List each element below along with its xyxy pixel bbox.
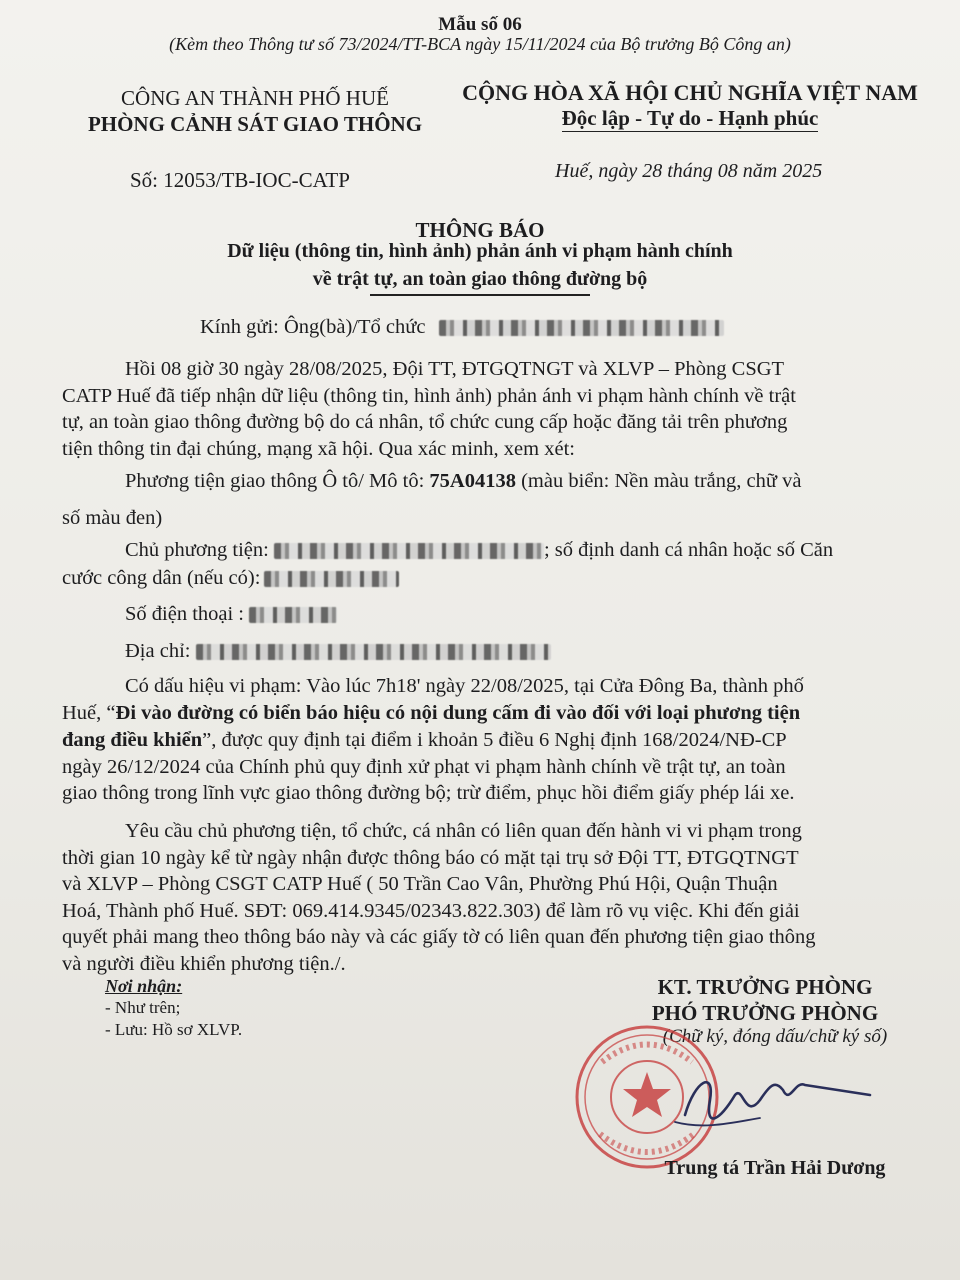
document-title: THÔNG BÁO: [415, 218, 545, 242]
signer-name: Trung tá Trần Hải Dương: [664, 1157, 886, 1179]
recipient-item: - Lưu: Hồ sơ XLVP.: [105, 1020, 243, 1039]
recipients-heading: Nơi nhận:: [105, 976, 183, 996]
redacted-owner: [274, 543, 544, 559]
paragraph-1-line-1: Hồi 08 giờ 30 ngày 28/08/2025, Đội TT, ĐTGQTNGT và XLVP – Phòng CSGT: [125, 358, 785, 380]
form-reference: (Kèm theo Thông tư số 73/2024/TT-BCA ngày 15/11/2024 của Bộ trưởng Bộ Công an): [169, 34, 791, 54]
signature-note: (Chữ ký, đóng dấu/chữ ký số): [662, 1026, 888, 1047]
redacted-recipient: [439, 320, 724, 336]
request-line-4: Hoá, Thành phố Huế. SĐT: 069.414.9345/02343.822.303) để làm rõ vụ việc. Khi đến giải: [62, 900, 800, 922]
vehicle-line-2: số màu đen): [62, 507, 163, 529]
address-line: Địa chỉ:: [125, 638, 551, 665]
owner-line: Chủ phương tiện: ; số định danh cá nhân hoặc số Căn: [125, 539, 834, 561]
form-number: Mẫu số 06: [438, 14, 522, 35]
violation-line-2: Huế, “Đi vào đường có biển báo hiệu có nội dung cấm đi vào đối với loại phương tiện: [62, 702, 801, 724]
violation-line-3: đang điều khiển”, được quy định tại điểm i khoản 5 điều 6 Nghị định 168/2024/NĐ-CP: [62, 729, 787, 751]
document-date: Huế, ngày 28 tháng 08 năm 2025: [555, 160, 823, 182]
redacted-address: [196, 644, 551, 660]
document-subtitle-1: Dữ liệu (thông tin, hình ảnh) phản ánh vi phạm hành chính: [227, 240, 733, 262]
request-line-5: quyết phải mang theo thông báo này và các giấy tờ có liên quan đến phương tiện giao thông: [62, 926, 816, 948]
national-title: CỘNG HÒA XÃ HỘI CHỦ NGHĨA VIỆT NAM: [462, 80, 918, 105]
redacted-phone: [249, 607, 337, 623]
recipient-item: - Như trên;: [105, 998, 181, 1017]
document-subtitle-2: về trật tự, an toàn giao thông đường bộ: [312, 268, 648, 290]
signer-position: PHÓ TRƯỞNG PHÒNG: [651, 1001, 879, 1025]
violation-line-5: giao thông trong lĩnh vực giao thông đường bộ; trừ điểm, phục hồi điểm giấy phép lái xe.: [62, 782, 795, 804]
agency-line-1: CÔNG AN THÀNH PHỐ HUẾ: [121, 86, 389, 110]
request-line-3: và XLVP – Phòng CSGT CATP Huế ( 50 Trần Cao Vân, Phường Phú Hội, Quận Thuận: [62, 873, 778, 895]
agency-line-2: PHÒNG CẢNH SÁT GIAO THÔNG: [87, 112, 423, 136]
recipient-line: [200, 314, 724, 341]
license-plate: 75A04138: [429, 470, 516, 492]
document-number: Số: 12053/TB-IOC-CATP: [130, 168, 350, 192]
handwritten-signature: [665, 1060, 885, 1150]
subtitle-underline: [370, 294, 590, 296]
national-motto: Độc lập - Tự do - Hạnh phúc: [561, 106, 819, 130]
request-line-1: Yêu cầu chủ phương tiện, tổ chức, cá nhân có liên quan đến hành vi vi phạm trong: [125, 820, 802, 842]
redacted-id: [264, 571, 399, 587]
paragraph-1-line-3: tự, an toàn giao thông đường bộ do cá nhân, tổ chức cung cấp hoặc đăng tải trên phương: [62, 411, 788, 433]
violation-line-4: ngày 26/12/2024 của Chính phủ quy định xử phạt vi phạm hành chính về trật tự, an toàn: [62, 756, 786, 778]
recipient-label: Kính gửi: Ông(bà)/Tổ chức: [200, 316, 426, 338]
vehicle-line-1: Phương tiện giao thông Ô tô/ Mô tô: 75A04138 (màu biển: Nền màu trắng, chữ và: [125, 470, 802, 492]
phone-line: Số điện thoại :: [125, 601, 337, 628]
violation-line-1: Có dấu hiệu vi phạm: Vào lúc 7h18' ngày 22/08/2025, tại Cửa Đông Ba, thành phố: [125, 675, 804, 697]
paragraph-1-line-2: CATP Huế đã tiếp nhận dữ liệu (thông tin, hình ảnh) phản ánh vi phạm hành chính về trật: [62, 385, 796, 407]
request-line-6: và người điều khiển phương tiện./.: [62, 953, 346, 975]
signer-authority: KT. TRƯỞNG PHÒNG: [657, 975, 873, 999]
id-line: cước công dân (nếu có):: [62, 565, 399, 592]
paragraph-1-line-4: tiện thông tin đại chúng, mạng xã hội. Qua xác minh, xem xét:: [62, 438, 575, 460]
request-line-2: thời gian 10 ngày kể từ ngày nhận được thông báo có mặt tại trụ sở Đội TT, ĐTGQTNGT: [62, 847, 799, 869]
